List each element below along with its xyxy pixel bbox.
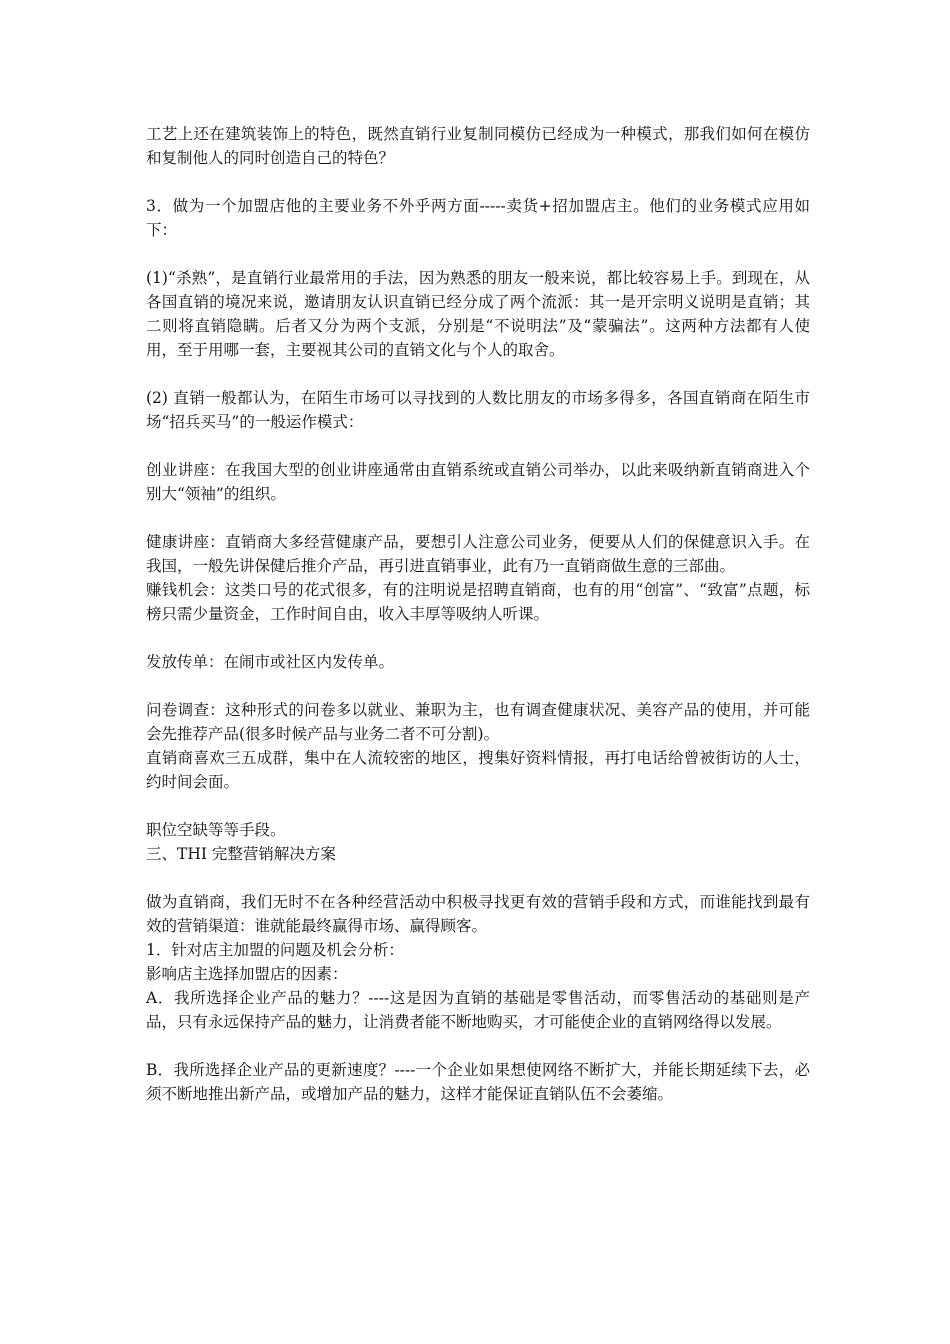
paragraph-health-seminar: 健康讲座：直销商大多经营健康产品，要想引人注意公司业务，便要从人们的保健意识入手。在我国，一般先讲保健后推介产品，再引进直销事业，此有乃一直销商做生意的三部曲。	[146, 533, 810, 575]
paragraph-vacancy: 职位空缺等等手段。	[146, 821, 286, 839]
section-heading: 三、THI 完整营销解决方案	[146, 845, 336, 863]
paragraph-marketing-intro: 做为直销商，我们无时不在各种经营活动中积极寻找更有效的营销手段和方式，而谁能找到最有效的营销渠道：谁就能最终赢得市场、赢得顾客。	[146, 893, 810, 935]
paragraph-analysis-heading: 1．针对店主加盟的问题及机会分析：	[146, 941, 404, 959]
paragraph-startup-seminar: 创业讲座：在我国大型的创业讲座通常由直销系统或直销公司举办，以此来吸纳新直销商进入个别大“领袖”的组织。	[146, 461, 810, 503]
paragraph-questionnaire: 问卷调查：这种形式的问卷多以就业、兼职为主，也有调查健康状况、美容产品的使用，并可能会先推荐产品(很多时候产品与业务二者不可分割)。	[146, 701, 810, 743]
paragraph-money-opportunity: 赚钱机会：这类口号的花式很多，有的注明说是招聘直销商，也有的用“创富”、“致富”点题，标榜只需少量资金，工作时间自由，收入丰厚等吸纳人听课。	[146, 581, 810, 623]
document-body	[146, 122, 810, 1106]
paragraph-factor-b: B．我所选择企业产品的更新速度？----一个企业如果想使网络不断扩大，并能长期延续下去，必须不断地推出新产品，或增加产品的魅力，这样才能保证直销队伍不会萎缩。	[146, 1061, 810, 1103]
paragraph-stranger-market: (2) 直销一般都认为，在陌生市场可以寻找到的人数比朋友的市场多得多，各国直销商在陌生市场“招兵买马”的一般运作模式：	[146, 389, 810, 431]
paragraph-street-contact: 直销商喜欢三五成群，集中在人流较密的地区，搜集好资料情报，再打电话给曾被街访的人士，约时间会面。	[146, 749, 810, 791]
paragraph-spacer	[146, 1034, 810, 1058]
paragraph-spacer	[146, 170, 810, 194]
paragraph-kill-familiar: (1)“杀熟”，是直销行业最常用的手法，因为熟悉的朋友一般来说，都比较容易上手。到现在，从各国直销的境况来说，邀请朋友认识直销已经分成了两个流派：其一是开宗明义说明是直销；其二则将直销隐瞒。后者又分为两个支派，分别是“不说明法”及“蒙骗法”。这两种方法都有人使用，至于用哪一套，主要视其公司的直销文化与个人的取舍。	[146, 269, 810, 359]
paragraph-spacer	[146, 626, 810, 650]
paragraph-factors-heading: 影响店主选择加盟店的因素：	[146, 965, 348, 983]
paragraph-spacer	[146, 434, 810, 458]
paragraph-flyers: 发放传单：在闹市或社区内发传单。	[146, 653, 395, 671]
paragraph-spacer	[146, 866, 810, 890]
paragraph-business-model: 3．做为一个加盟店他的主要业务不外乎两方面-----卖货+招加盟店主。他们的业务模式应用如下：	[146, 197, 810, 239]
paragraph-continuation: 工艺上还在建筑装饰上的特色，既然直销行业复制同模仿已经成为一种模式，那我们如何在模仿和复制他人的同时创造自己的特色？	[146, 125, 810, 167]
paragraph-spacer	[146, 674, 810, 698]
paragraph-spacer	[146, 242, 810, 266]
paragraph-factor-a: A．我所选择企业产品的魅力？----这是因为直销的基础是零售活动，而零售活动的基础则是产品，只有永远保持产品的魅力，让消费者能不断地购买，才可能使企业的直销网络得以发展。	[146, 989, 810, 1031]
paragraph-spacer	[146, 362, 810, 386]
paragraph-spacer	[146, 506, 810, 530]
paragraph-spacer	[146, 794, 810, 818]
